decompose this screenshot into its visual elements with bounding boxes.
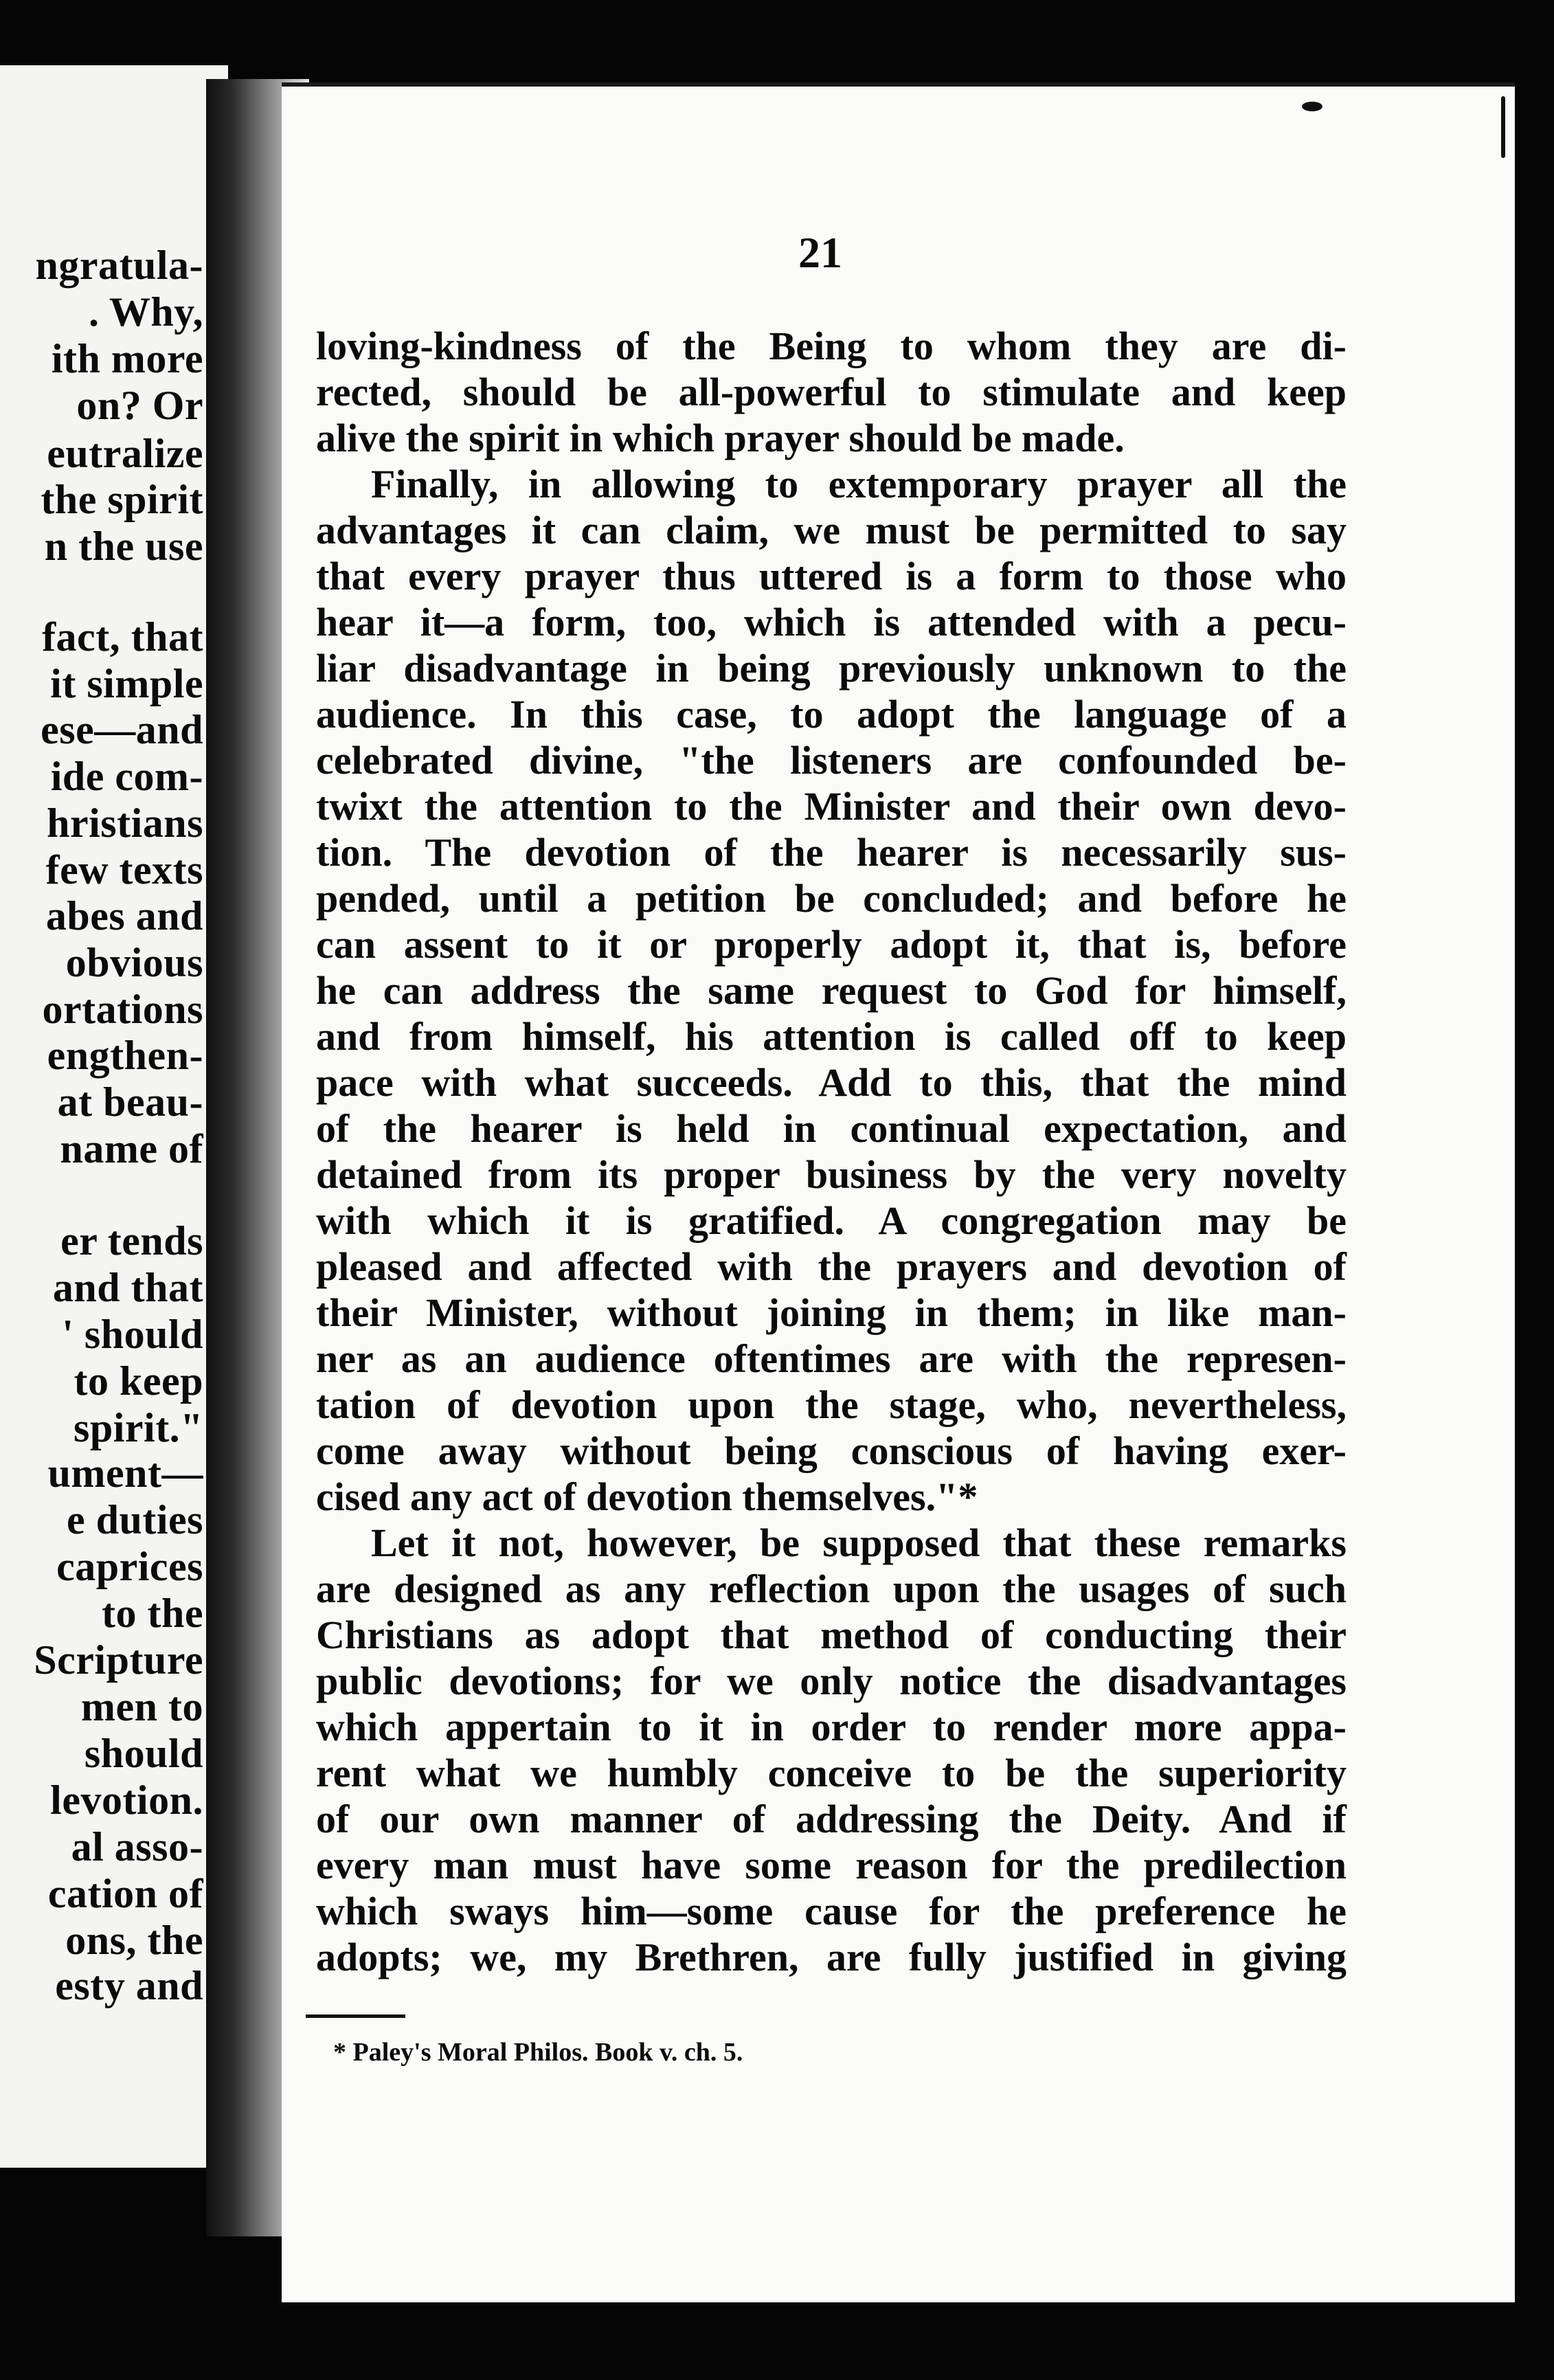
- text-line: and from himself, his attention is called off to keep: [316, 1014, 1347, 1059]
- left-page-line: caprices: [56, 1544, 203, 1589]
- left-page-fragment: [0, 65, 228, 2168]
- text-line: of our own manner of addressing the Deity. And if: [316, 1797, 1347, 1841]
- footnote-rule: [306, 2014, 405, 2018]
- left-page-line: ith more: [51, 336, 203, 381]
- text-line: adopts; we, my Brethren, are fully justified in giving: [316, 1935, 1347, 1979]
- print-speck: [1302, 102, 1322, 111]
- left-page-line: name of: [60, 1126, 203, 1171]
- left-page-line: levotion.: [50, 1777, 203, 1823]
- text-line: come away without being conscious of having exer-: [316, 1428, 1347, 1473]
- left-page-line: engthen-: [47, 1033, 203, 1078]
- text-line: that every prayer thus uttered is a form to those who: [316, 554, 1347, 598]
- left-page-line: eutralize: [47, 431, 203, 476]
- left-page-line: esty and: [55, 1963, 203, 2008]
- page-number: 21: [798, 228, 842, 277]
- text-line: he can address the same request to God for himself,: [316, 968, 1347, 1013]
- left-page-line: abes and: [45, 893, 203, 939]
- text-line: loving-kindness of the Being to whom they are di-: [316, 324, 1347, 368]
- text-line: alive the spirit in which prayer should be made.: [316, 416, 1125, 460]
- text-line: Let it not, however, be supposed that these remarks: [371, 1520, 1347, 1565]
- left-page-line: at beau-: [57, 1079, 203, 1125]
- left-page-line: hristians: [47, 800, 203, 846]
- left-page-line: obvious: [65, 940, 203, 985]
- text-line: pended, until a petition be concluded; and before he: [316, 876, 1347, 921]
- text-line: detained from its proper business by the very novelty: [316, 1152, 1347, 1197]
- left-page-line: and that: [52, 1265, 203, 1310]
- left-page-line: ese—and: [41, 707, 203, 752]
- left-page-line: Scripture: [34, 1637, 203, 1683]
- text-line: celebrated divine, "the listeners are confounded be-: [316, 738, 1347, 783]
- text-line: twixt the attention to the Minister and their own devo-: [316, 784, 1347, 829]
- left-page-line: fact, that: [42, 614, 203, 660]
- left-page-line: ngratula-: [35, 243, 203, 288]
- text-line: public devotions; for we only notice the disadvantages: [316, 1659, 1347, 1703]
- text-line: pace with what succeeds. Add to this, that the mind: [316, 1060, 1347, 1105]
- text-line: audience. In this case, to adopt the language of a: [316, 692, 1347, 737]
- body-text: [316, 323, 1347, 1980]
- text-line: their Minister, without joining in them; in like man-: [316, 1290, 1347, 1335]
- text-line: tion. The devotion of the hearer is necessarily sus-: [316, 830, 1347, 875]
- text-line: hear it—a form, too, which is attended with a pecu-: [316, 600, 1347, 644]
- left-page-line: it simple: [50, 661, 203, 706]
- left-page-line: n the use: [44, 524, 203, 569]
- left-page-line: ide com-: [50, 754, 203, 799]
- left-page-line: to the: [102, 1591, 203, 1636]
- left-page-line: should: [84, 1731, 203, 1776]
- text-line: pleased and affected with the prayers and devotion of: [316, 1244, 1347, 1289]
- text-line: which sways him—some cause for the preference he: [316, 1889, 1347, 1933]
- left-page-line: . Why,: [89, 289, 203, 335]
- left-page-line: ument—: [47, 1450, 203, 1496]
- left-page-line: ortations: [42, 987, 203, 1032]
- left-page-line: to keep: [74, 1358, 203, 1404]
- text-line: Finally, in allowing to extemporary prayer all the: [371, 462, 1347, 506]
- text-line: cised any act of devotion themselves."*: [316, 1474, 978, 1519]
- left-page-line: spirit.": [74, 1405, 203, 1450]
- left-page-line: e duties: [67, 1497, 203, 1542]
- left-page-line: the spirit: [41, 477, 203, 522]
- text-line: rected, should be all-powerful to stimulate and keep: [316, 370, 1347, 414]
- text-line: liar disadvantage in being previously unknown to the: [316, 646, 1347, 691]
- text-line: rent what we humbly conceive to be the superiority: [316, 1751, 1347, 1795]
- left-page-line: ' should: [62, 1312, 203, 1357]
- text-line: ner as an audience oftentimes are with the represen-: [316, 1336, 1347, 1381]
- text-line: can assent to it or properly adopt it, that is, before: [316, 922, 1347, 967]
- left-page-line: er tends: [60, 1218, 203, 1264]
- left-page-line: men to: [81, 1684, 203, 1729]
- text-line: Christians as adopt that method of conducting their: [316, 1613, 1347, 1657]
- text-line: advantages it can claim, we must be permitted to say: [316, 508, 1347, 552]
- footnote: * Paley's Moral Philos. Book v. ch. 5.: [333, 2038, 743, 2067]
- left-page-line: on? Or: [76, 383, 203, 428]
- text-line: every man must have some reason for the predilection: [316, 1843, 1347, 1887]
- page-edge-mark: [1501, 96, 1505, 158]
- text-line: of the hearer is held in continual expectation, and: [316, 1106, 1347, 1151]
- text-line: with which it is gratified. A congregation may be: [316, 1198, 1347, 1243]
- left-page-line: few texts: [45, 847, 203, 892]
- text-line: are designed as any reflection upon the usages of such: [316, 1567, 1347, 1611]
- left-page-line: cation of: [47, 1871, 203, 1916]
- text-line: which appertain to it in order to render more appa-: [316, 1705, 1347, 1749]
- left-page-line: ons, the: [65, 1918, 203, 1963]
- left-page-line: al asso-: [71, 1824, 203, 1870]
- text-line: tation of devotion upon the stage, who, nevertheless,: [316, 1382, 1347, 1427]
